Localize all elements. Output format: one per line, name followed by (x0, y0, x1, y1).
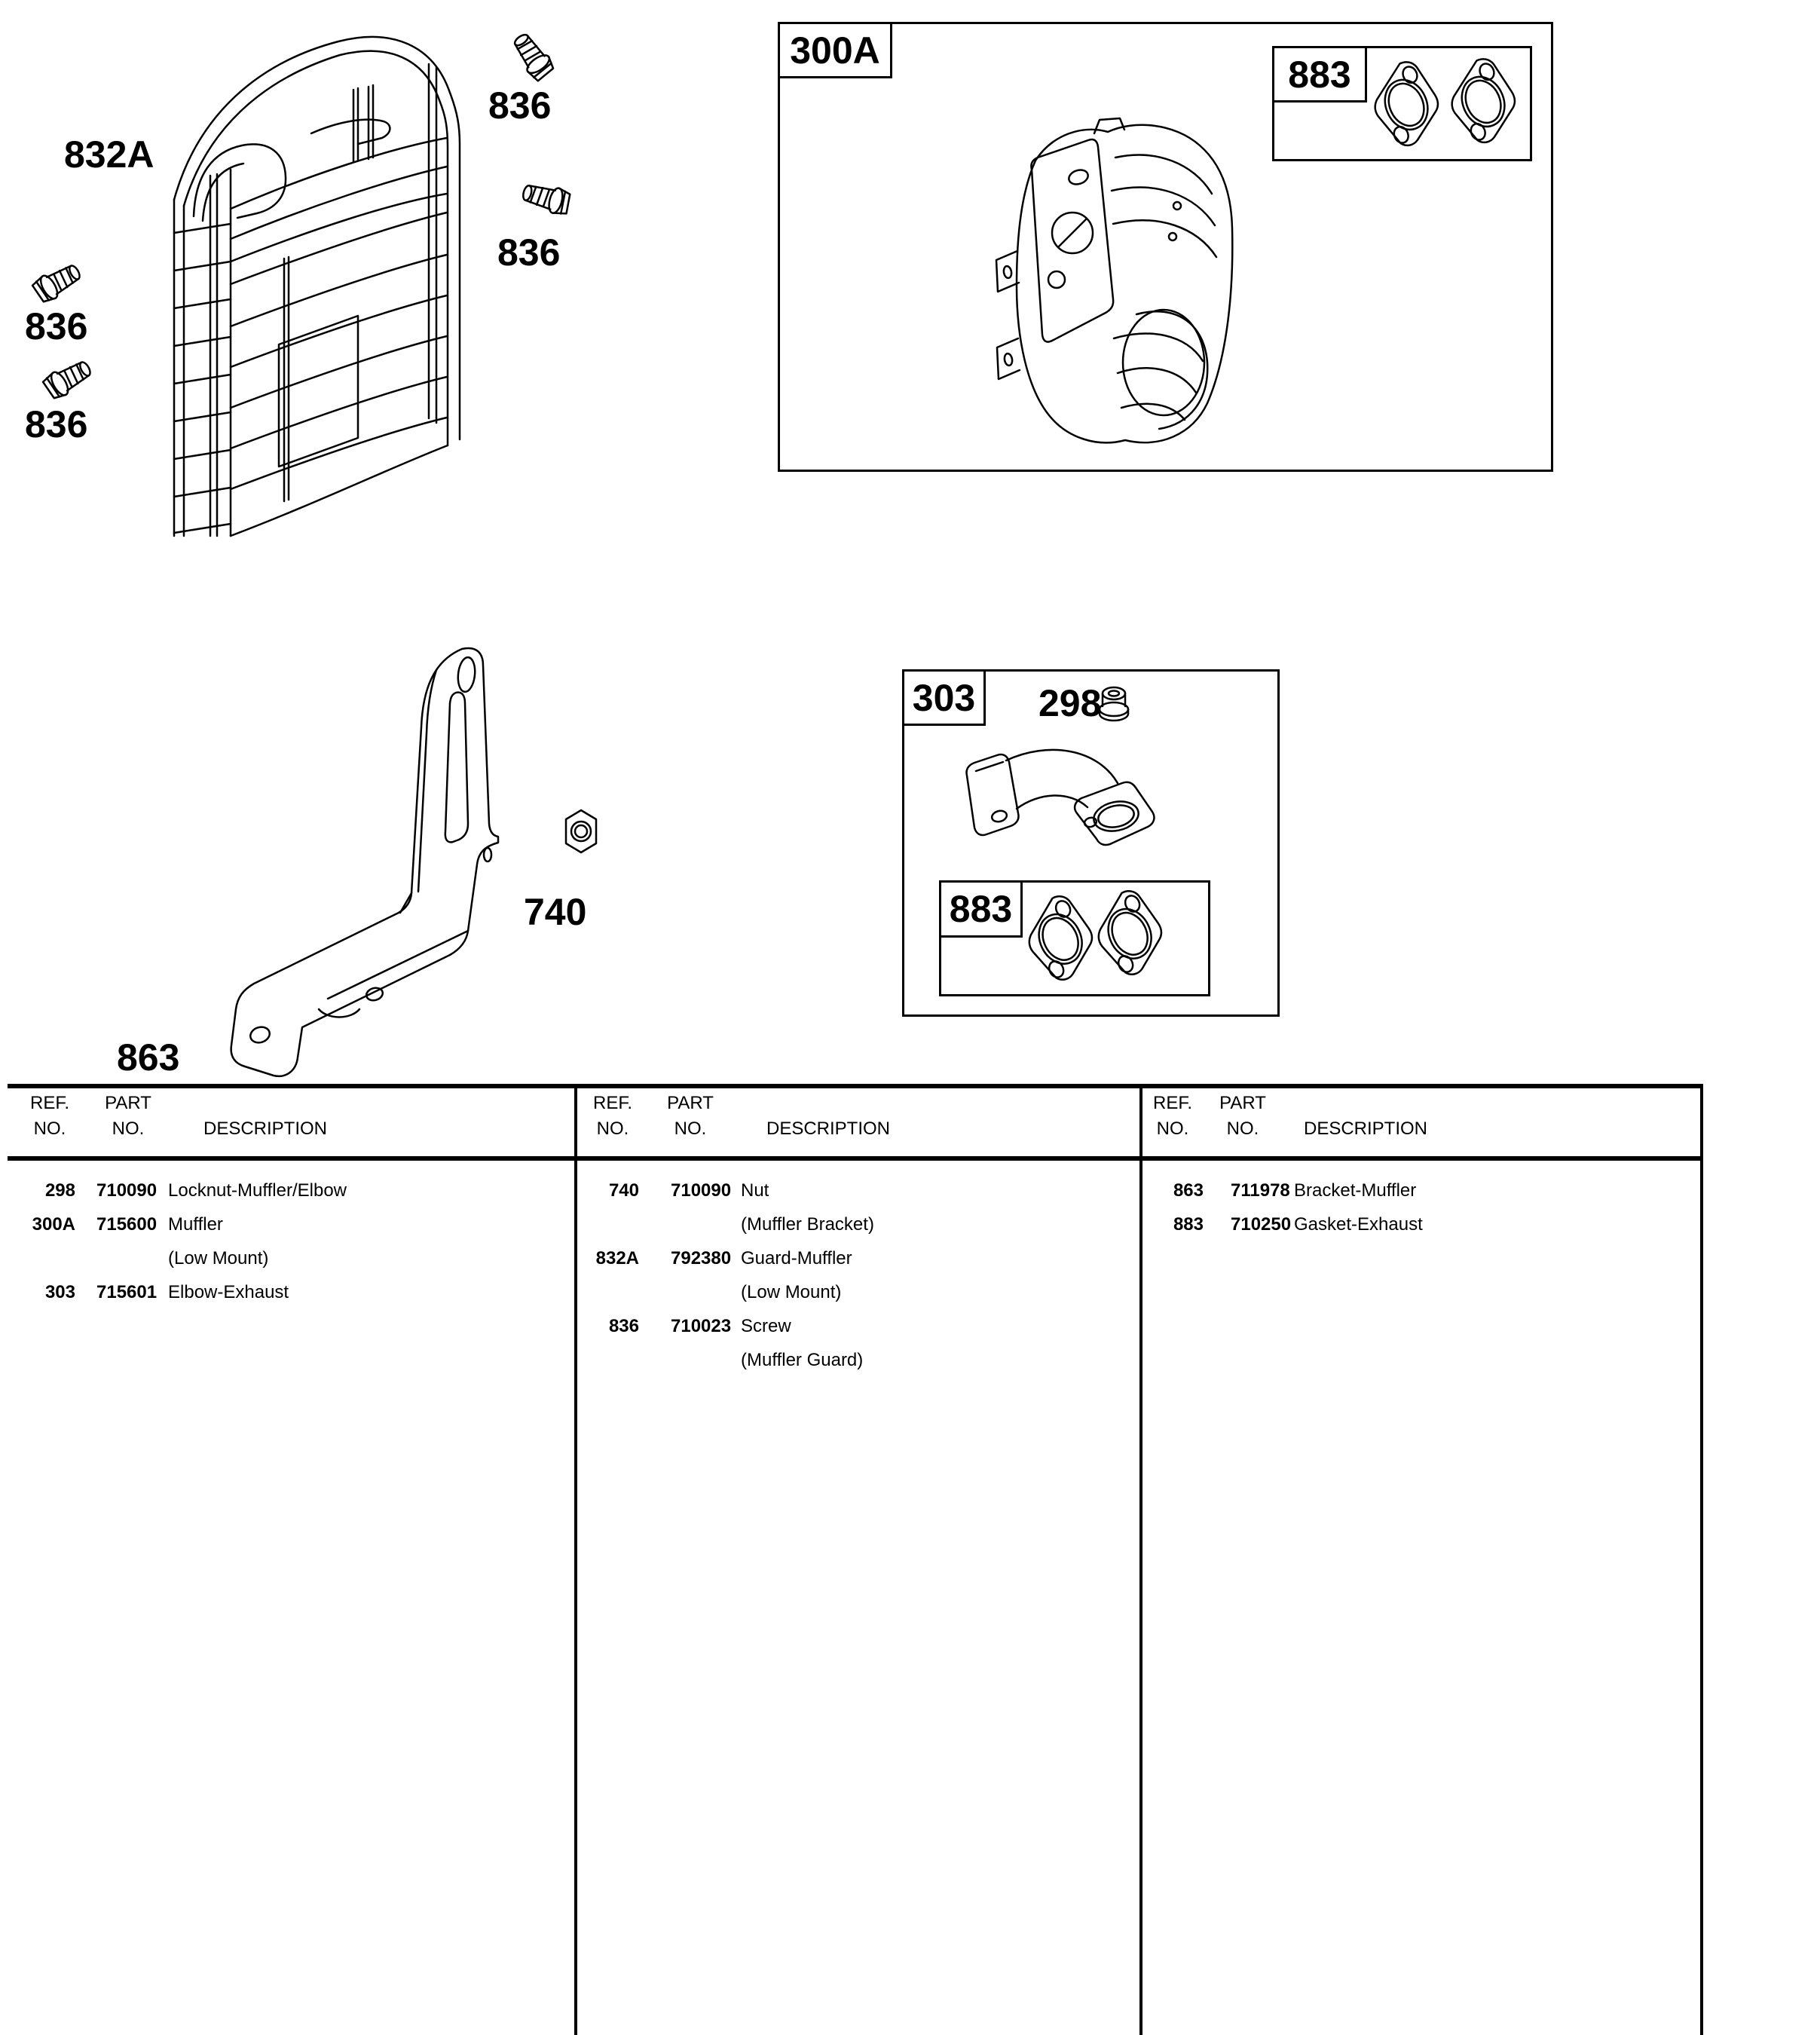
table-description: Gasket-Exhaust (1294, 1214, 1423, 1235)
muffler-drawing (947, 114, 1248, 449)
table-ref-no: 303 (44, 1282, 75, 1302)
table-ref-no: 740 (608, 1180, 639, 1201)
callout-screw-top: 836 (488, 84, 552, 127)
table-header-part: NO. (112, 1118, 145, 1139)
gasket-box-883-muffler-label-text: 883 (1288, 53, 1351, 96)
table-header-ref: NO. (1156, 1118, 1189, 1139)
table-description: Bracket-Muffler (1294, 1180, 1417, 1201)
table-header-part: PART (667, 1093, 714, 1113)
table-part-no: 792380 (671, 1248, 732, 1268)
callout-screw-bottom: 836 (25, 403, 88, 445)
muffler-guard-drawing (164, 19, 465, 539)
parts-box-303 (902, 669, 1280, 1017)
parts-box-303-label-text: 303 (912, 676, 976, 719)
table-right-border (1700, 1084, 1703, 2035)
gasket-icon (1448, 57, 1517, 145)
gasket-icon (1371, 60, 1440, 148)
table-part-no: 715601 (96, 1282, 158, 1302)
gasket-box-883-elbow (939, 880, 1210, 996)
table-header-description: DESCRIPTION (766, 1118, 891, 1139)
table-ref-no: 300A (32, 1214, 75, 1235)
table-header-ref: NO. (33, 1118, 66, 1139)
table-description: (Low Mount) (168, 1248, 269, 1268)
table-header-part: PART (1219, 1093, 1266, 1113)
gasket-box-883-elbow-label-text: 883 (949, 888, 1013, 930)
screw-icon (510, 164, 578, 231)
gasket-icon (1025, 895, 1094, 982)
nut-icon (564, 808, 598, 855)
gasket-icon (1094, 889, 1164, 977)
callout-bracket-nut: 740 (524, 891, 587, 933)
table-description: Locknut-Muffler/Elbow (168, 1180, 347, 1201)
table-description: (Muffler Guard) (741, 1350, 864, 1370)
table-description: Elbow-Exhaust (168, 1282, 289, 1302)
table-part-no: 710023 (671, 1316, 732, 1336)
table-header-description: DESCRIPTION (1303, 1118, 1428, 1139)
table-column-divider (574, 1084, 577, 2035)
parts-box-303-label (902, 669, 986, 726)
locknut-icon (1097, 685, 1131, 723)
table-part-no: 711978 (1231, 1180, 1290, 1201)
table-part-no: 710250 (1231, 1214, 1292, 1235)
gasket-box-883-elbow-label (939, 880, 1023, 938)
table-header-ref: REF. (592, 1093, 633, 1113)
parts-box-300a (778, 22, 1553, 472)
bracket-drawing (213, 643, 500, 1088)
table-header-ref: REF. (1152, 1093, 1193, 1113)
table-description: Guard-Muffler (741, 1248, 852, 1268)
table-header-part: NO. (1226, 1118, 1259, 1139)
callout-elbow-locknut: 298 (1038, 682, 1102, 724)
table-ref-no: 883 (1173, 1214, 1204, 1235)
screw-icon (36, 344, 104, 412)
table-part-no: 715600 (96, 1214, 158, 1235)
table-part-no: 710090 (671, 1180, 732, 1201)
gasket-box-883-muffler-label (1272, 46, 1367, 103)
gasket-box-883-muffler (1272, 46, 1532, 161)
table-description: (Muffler Bracket) (741, 1214, 874, 1235)
callout-screw-left: 836 (25, 305, 88, 347)
table-header-ref: NO. (596, 1118, 629, 1139)
table-ref-no: 298 (44, 1180, 75, 1201)
screw-icon (497, 20, 565, 88)
table-header-divider (8, 1156, 1703, 1161)
table-header-ref: REF. (29, 1093, 70, 1113)
callout-guard: 832A (64, 133, 154, 176)
table-header-part: NO. (674, 1118, 707, 1139)
parts-box-300a-label-text: 300A (790, 29, 880, 72)
table-ref-no: 832A (595, 1248, 639, 1268)
table-part-no: 710090 (96, 1180, 158, 1201)
elbow-drawing (958, 747, 1161, 860)
table-header-part: PART (105, 1093, 151, 1113)
parts-box-300a-label (778, 22, 892, 78)
table-description: (Low Mount) (741, 1282, 842, 1302)
table-ref-no: 836 (608, 1316, 639, 1336)
table-description: Nut (741, 1180, 769, 1201)
table-ref-no: 863 (1173, 1180, 1204, 1201)
table-description: Screw (741, 1316, 791, 1336)
table-top-border (8, 1084, 1703, 1088)
table-column-divider (1139, 1084, 1142, 2035)
table-description: Muffler (168, 1214, 223, 1235)
callout-screw-right: 836 (497, 231, 561, 274)
callout-bracket: 863 (117, 1036, 180, 1079)
table-header-description: DESCRIPTION (203, 1118, 328, 1139)
